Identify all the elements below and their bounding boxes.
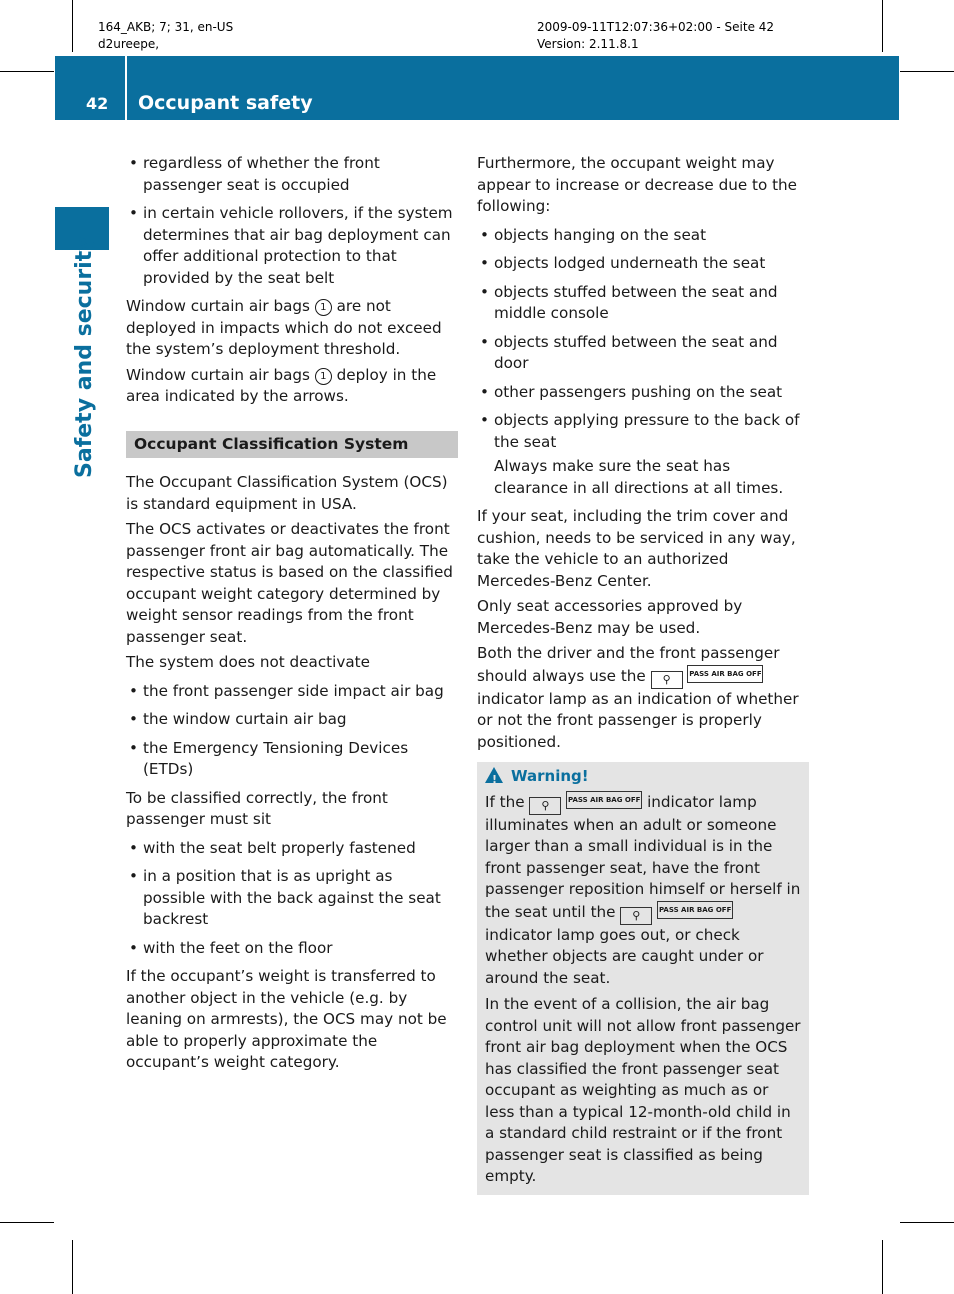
list-item: • the Emergency Tensioning Devices (ETDs) [129, 738, 409, 778]
list-item-text: the window curtain air bag [143, 710, 347, 728]
list-item: • with the seat belt properly fastened [129, 838, 416, 857]
list-item-text: the Emergency Tensioning Devices (ETDs) [143, 738, 409, 778]
page-number: 42 [86, 94, 109, 113]
paragraph [485, 791, 801, 990]
paragraph: The system does not deactivate [126, 653, 370, 671]
list-item: • the window curtain air bag [129, 710, 347, 728]
text: Both the driver and the front passenger should always use the [477, 644, 780, 685]
list-item-text: objects applying pressure to the back of the seat [494, 411, 800, 451]
pass-air-bag-off-icon: PASS AIR BAG OFF [687, 665, 763, 683]
chapter-side-label: Safety and security [72, 236, 97, 478]
list-item: • in a position that is as upright as possible with the back against the seat backrest [129, 867, 441, 928]
warning-heading [485, 766, 801, 788]
section-title: Occupant safety [138, 92, 313, 114]
list-item-note: Always make sure the seat has clearance in all directions at all times. [494, 457, 784, 497]
list-item-text: in a position that is as upright as possible with the back against the seat backrest [143, 867, 441, 928]
pass-air-bag-off-icon: PASS AIR BAG OFF [566, 791, 642, 809]
list-item-text: regardless of whether the front passenger seat is occupied [143, 154, 380, 194]
crop-mark [882, 1240, 883, 1294]
paragraph: In the event of a collision, the air bag control unit will not allow front passenger front air bag deployment when the OCS has classified the front passenger seat occupant as weighting as much as or less than a typical 12-month-old child in a standard child restraint or if the front passenger seat is classified as being empty. [485, 995, 801, 1185]
list-item: • objects hanging on the seat [480, 225, 707, 244]
left-column [126, 153, 458, 1078]
paragraph [126, 296, 458, 361]
header-separator [125, 56, 127, 120]
crop-mark [72, 0, 73, 52]
list-item: • the front passenger side impact air bag [129, 681, 444, 700]
list-item: • other passengers pushing on the seat [480, 382, 783, 401]
right-column [477, 153, 809, 1195]
list-item-text: the front passenger side impact air bag [143, 681, 444, 700]
text: indicator lamp goes out, or check whether objects are caught under or around the seat. [485, 925, 764, 987]
list-item: • objects applying pressure to the back of the seat [480, 411, 800, 451]
paragraph: The Occupant Classification System (OCS) is standard equipment in USA. [126, 473, 448, 513]
meta-line: d2ureepe, [98, 37, 160, 51]
warning-title: Warning! [511, 767, 589, 785]
seat-occupant-icon: ⚲ [651, 671, 683, 689]
text: Window curtain air bags [126, 365, 310, 384]
list-item-text: objects hanging on the seat [494, 225, 707, 244]
paragraph: If your seat, including the trim cover and cushion, needs to be serviced in any way, take the vehicle to an authorized Mercedes-Benz Center. [477, 507, 796, 590]
list-item-text: in certain vehicle rollovers, if the system determines that air bag deployment can offer additional protection to that provided by the seat belt [143, 204, 453, 287]
paragraph [126, 365, 458, 408]
crop-mark [900, 71, 954, 72]
text: are not deployed in impacts which do not exceed the system’s deployment threshold. [126, 297, 442, 358]
list-item-text: with the feet on the floor [143, 938, 333, 957]
seat-occupant-icon: ⚲ [529, 797, 561, 815]
seat-occupant-icon: ⚲ [620, 907, 652, 925]
crop-mark [0, 71, 54, 72]
list-item: • with the feet on the floor [129, 938, 333, 957]
list-item: • objects lodged underneath the seat [480, 254, 766, 272]
list-item: • objects stuffed between the seat and middle console [480, 282, 778, 322]
text: indicator lamp as an indication of whether or not the front passenger is properly positioned. [477, 689, 799, 751]
meta-line: 2009-09-11T12:07:36+02:00 - Seite 42 [537, 20, 775, 34]
print-meta-left [98, 19, 233, 53]
crop-mark [0, 1222, 54, 1223]
warning-triangle-icon [485, 767, 503, 783]
crop-mark [882, 0, 883, 52]
pass-air-bag-off-icon: PASS AIR BAG OFF [657, 901, 733, 919]
paragraph [477, 643, 809, 753]
list-item-text: objects stuffed between the seat and door [494, 332, 778, 372]
crop-mark [72, 1240, 73, 1294]
list-item: • objects stuffed between the seat and door [480, 332, 778, 372]
subsection-heading: Occupant Classification System [126, 431, 458, 459]
list-item-text: other passengers pushing on the seat [494, 382, 783, 401]
text: If the [485, 792, 525, 811]
paragraph: To be classified correctly, the front passenger must sit [126, 788, 388, 828]
text: deploy in the area indicated by the arrows. [126, 365, 437, 405]
list-item: • regardless of whether the front passenger seat is occupied [129, 154, 380, 194]
callout-1-icon: 1 [315, 368, 332, 385]
meta-line: Version: 2.11.8.1 [537, 37, 639, 51]
callout-1-icon: 1 [315, 299, 332, 316]
text: indicator lamp illuminates when an adult or someone larger than a small individual is in the front passenger seat, have the front passenger reposition himself or herself in the seat until the [485, 792, 801, 921]
paragraph: Only seat accessories approved by Mercedes-Benz may be used. [477, 597, 743, 637]
paragraph: If the occupant’s weight is transferred to another object in the vehicle (e.g. by leaning on armrests), the OCS may not be able to properly approximate the occupant’s weight category. [126, 967, 447, 1071]
list-item-text: objects lodged underneath the seat [494, 254, 766, 272]
warning-box [477, 762, 809, 1195]
crop-mark [900, 1222, 954, 1223]
paragraph: Furthermore, the occupant weight may appear to increase or decrease due to the following: [477, 154, 798, 215]
meta-line: 164_AKB; 7; 31, en-US [98, 20, 234, 34]
list-item-text: with the seat belt properly fastened [143, 838, 416, 857]
paragraph: The OCS activates or deactivates the front passenger front air bag automatically. The respective status is based on the classified occupant weight category determined by weight sensor readings from the front passenger seat. [126, 520, 453, 646]
list-item: • in certain vehicle rollovers, if the system determines that air bag deployment can offer additional protection to that provided by the seat belt [129, 204, 453, 287]
list-item-text: objects stuffed between the seat and middle console [494, 282, 778, 322]
print-meta-right [537, 19, 774, 53]
text: Window curtain air bags [126, 297, 310, 315]
